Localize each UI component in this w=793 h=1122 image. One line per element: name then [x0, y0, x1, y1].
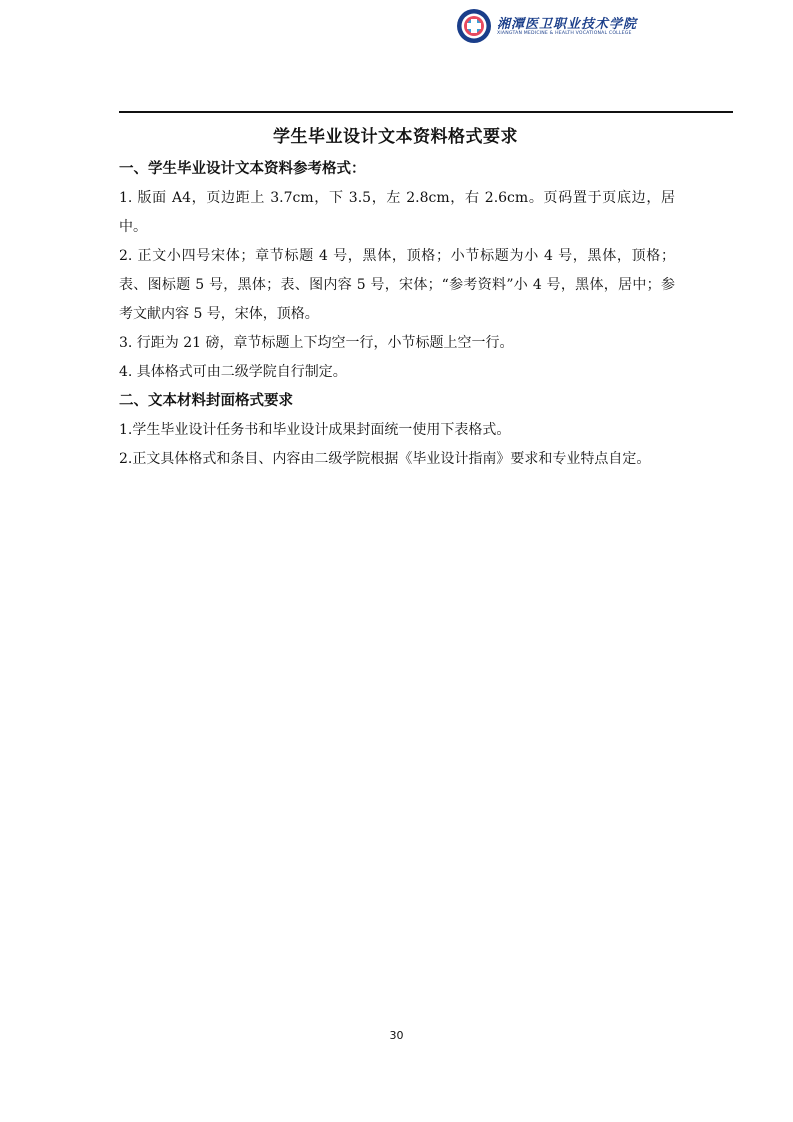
- section-1-item-1: 1. 版面 A4，页边距上 3.7cm，下 3.5，左 2.8cm，右 2.6cm。页码置于页底边，居中。: [119, 190, 675, 235]
- section-2-heading: 二、文本材料封面格式要求: [119, 393, 293, 409]
- page-header: [119, 58, 733, 112]
- document-body: [119, 155, 675, 474]
- section-1-item-3: 3. 行距为 21 磅，章节标题上下均空一行，小节标题上空一行。: [119, 335, 514, 351]
- college-emblem-icon: [456, 8, 492, 44]
- section-2-item-1: 1.学生毕业设计任务书和毕业设计成果封面统一使用下表格式。: [119, 422, 511, 438]
- school-name-en: XIANGTAN MEDICINE & HEALTH VOCATIONAL COLLEGE: [497, 31, 632, 36]
- section-2-item-2: 2.正文具体格式和条目、内容由二级学院根据《毕业设计指南》要求和专业特点自定。: [119, 451, 651, 467]
- document-title: 学生毕业设计文本资料格式要求: [273, 127, 518, 147]
- section-1-item-2: 2. 正文小四号宋体；章节标题 4 号，黑体，顶格；小节标题为小 4 号，黑体，顶格；表、图标题 5 号，黑体；表、图内容 5 号，宋体；“参考资料”小 4 号，黑体，居中；参考文献内容 5 号，宋体，顶格。: [119, 248, 675, 322]
- section-1-item-4: 4. 具体格式可由二级学院自行制定。: [119, 364, 347, 380]
- school-name-cn: 湘潭医卫职业技术学院: [497, 17, 638, 32]
- page-number: 30: [389, 1029, 404, 1042]
- header-rule: [119, 111, 733, 113]
- section-1-heading: 一、学生毕业设计文本资料参考格式：: [119, 161, 366, 177]
